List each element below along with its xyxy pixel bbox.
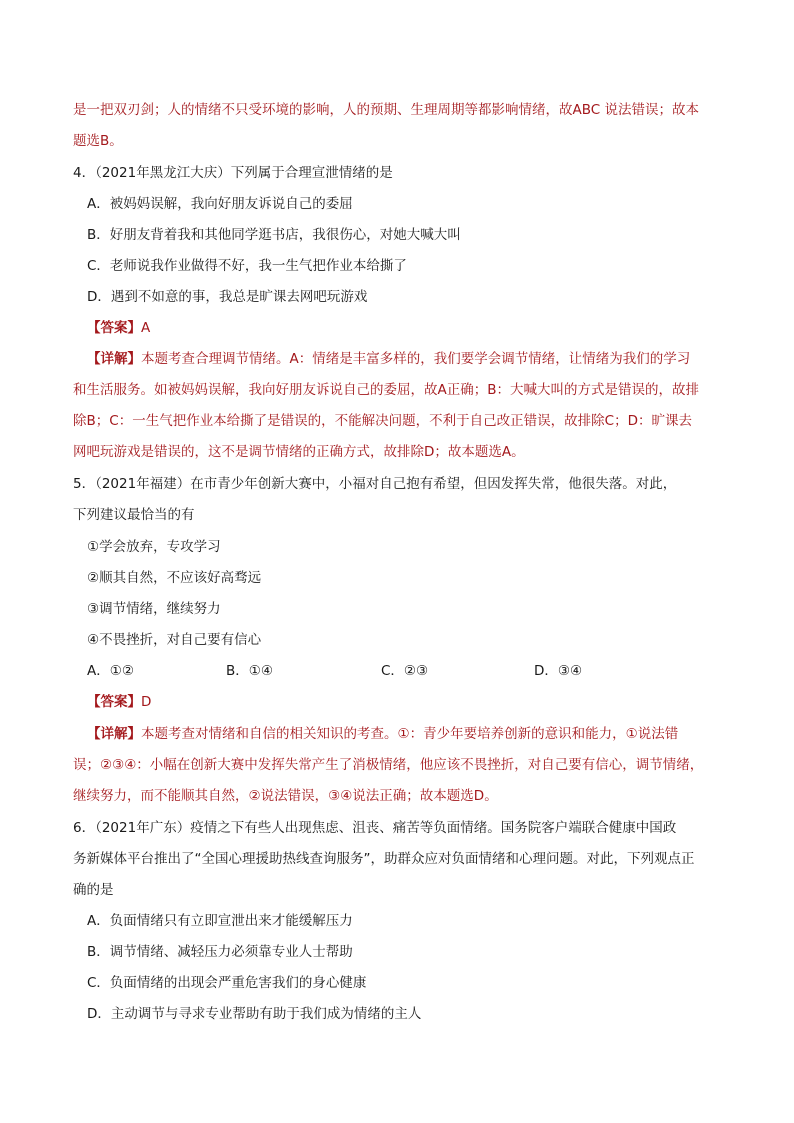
q5-item-4: ④不畏挫折，对自己要有信心 [87,632,262,648]
q5-option-b: B．①④ [226,663,273,679]
q5-stem-line-2: 下列建议最恰当的有 [73,507,195,523]
q6-option-d: D．主动调节与寻求专业帮助有助于我们成为情绪的主人 [87,1006,422,1022]
q5-answer-tag: 【答案】 [87,694,141,710]
q4-option-c: C．老师说我作业做得不好，我一生气把作业本给撕了 [87,258,407,274]
q4-stem: 4．（2021年黑龙江大庆）下列属于合理宣泄情绪的是 [73,165,393,181]
q5-detail-line-3: 继续努力，而不能顺其自然，②说法错误，③④说法正确；故本题选D。 [73,788,498,804]
q5-answer [87,692,151,712]
q6-stem-line-1: 6．（2021年广东）疫情之下有些人出现焦虑、沮丧、痛苦等负面情绪。国务院客户端联合健康中国政 [73,820,677,836]
q6-option-c: C．负面情绪的出现会严重危害我们的身心健康 [87,975,367,991]
q5-option-a: A．①② [87,663,134,679]
q4-answer [87,318,150,338]
q6-stem-line-2: 务新媒体平台推出了“全国心理援助热线查询服务”，助群众应对负面情绪和心理问题。对此，下列观点正 [73,851,695,867]
q4-detail-text-1: 本题考查合理调节情绪。A：情绪是丰富多样的，我们要学会调节情绪，让情绪为我们的学习 [141,351,691,367]
q5-stem-line-1: 5．（2021年福建）在市青少年创新大赛中，小福对自己抱有希望，但因发挥失常，他很失落。对此， [73,476,677,492]
q6-stem-line-3: 确的是 [73,882,114,898]
q4-answer-value: A [141,320,151,336]
q4-detail-line-2: 和生活服务。如被妈妈误解，我向好朋友诉说自己的委屈，故A正确；B：大喊大叫的方式是错误的，故排 [73,382,699,398]
q5-item-2: ②顺其自然，不应该好高骛远 [87,570,262,586]
q5-detail-line-2: 误；②③④：小幅在创新大赛中发挥失常产生了消极情绪，他应该不畏挫折，对自己要有信心，调节情绪， [73,757,704,773]
q4-option-d: D．遇到不如意的事，我总是旷课去网吧玩游戏 [87,289,368,305]
q4-answer-tag: 【答案】 [87,320,141,336]
q5-option-d: D．③④ [534,663,583,679]
q4-detail-tag: 【详解】 [87,351,141,367]
q4-detail-line-3: 除B；C：一生气把作业本给撕了是错误的，不能解决问题，不利于自己改正错误，故排除C；D：旷课去 [73,413,693,429]
q5-answer-value: D [141,694,152,710]
q4-option-a: A．被妈妈误解，我向好朋友诉说自己的委屈 [87,196,353,212]
q6-option-a: A．负面情绪只有立即宣泄出来才能缓解压力 [87,913,353,929]
q5-detail-text-1: 本题考查对情绪和自信的相关知识的考查。①：青少年要培养创新的意识和能力，①说法错 [141,726,679,742]
q5-item-1: ①学会放弃，专攻学习 [87,539,221,555]
intro-line-1: 是一把双刃剑；人的情绪不只受环境的影响，人的预期、生理周期等都影响情绪，故ABC 说法错误；故本 [73,102,699,118]
q5-option-c: C．②③ [381,663,429,679]
q4-option-b: B．好朋友背着我和其他同学逛书店，我很伤心，对她大喊大叫 [87,227,461,243]
q5-item-3: ③调节情绪，继续努力 [87,601,221,617]
intro-line-2: 题选B。 [73,133,123,149]
q4-detail-line-1 [87,349,690,369]
q6-option-b: B．调节情绪、减轻压力必须靠专业人士帮助 [87,944,353,960]
q4-detail-line-4: 网吧玩游戏是错误的，这不是调节情绪的正确方式，故排除D；故本题选A。 [73,444,525,460]
q5-detail-line-1 [87,724,678,744]
q5-detail-tag: 【详解】 [87,726,141,742]
